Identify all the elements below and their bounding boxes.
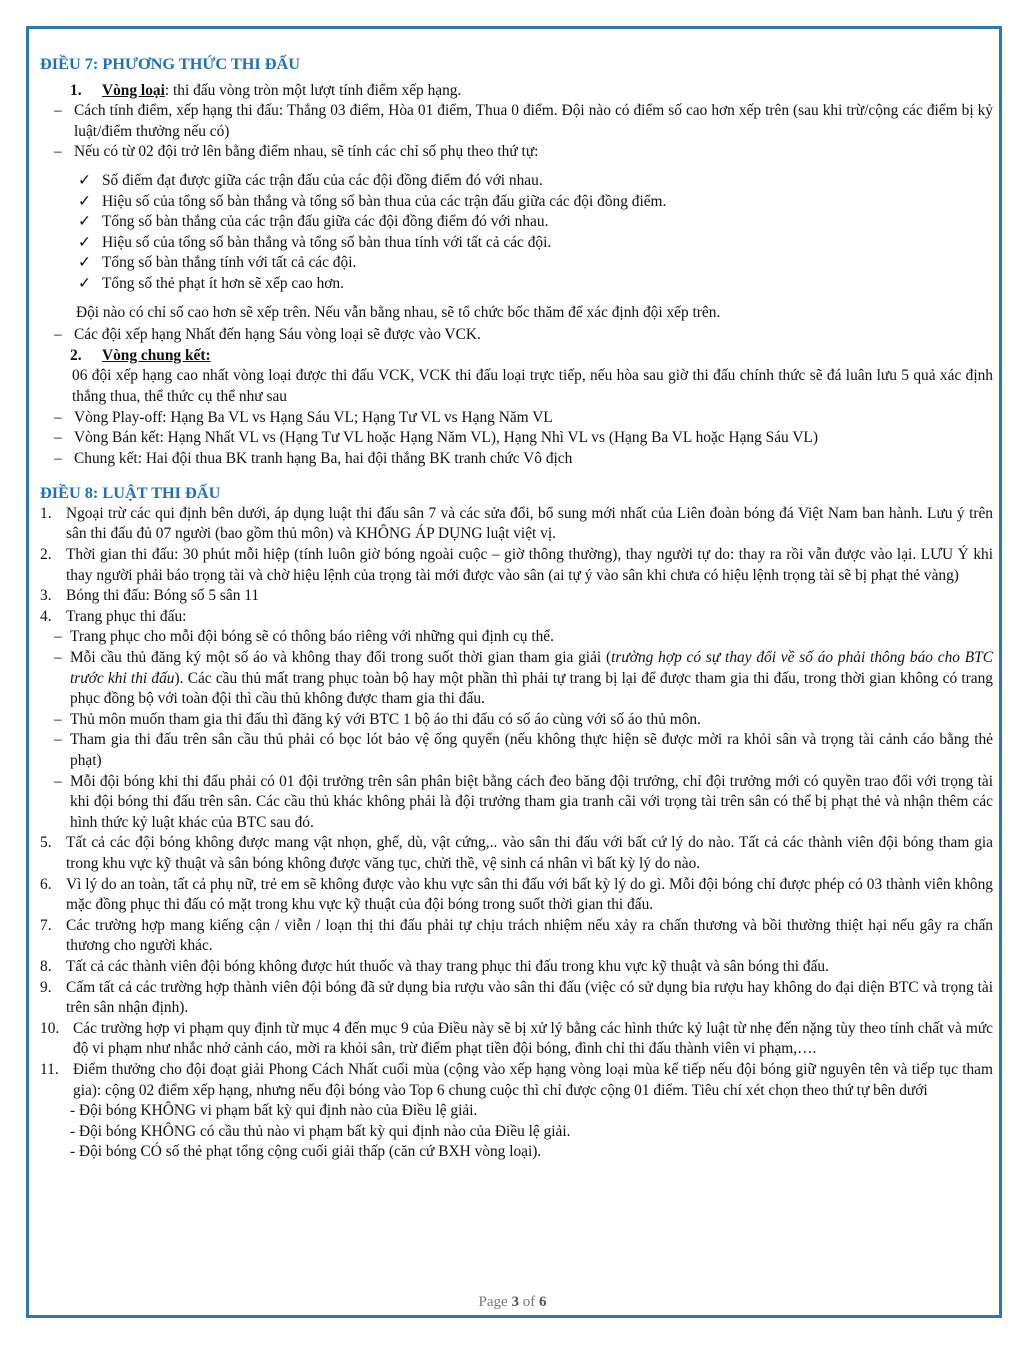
uniform-sub-item: – Thủ môn muốn tham gia thi đấu thì đăng ký với BTC 1 bộ áo thi đấu có số áo cùng với số áo thủ môn.	[54, 710, 701, 728]
criteria-item: - Đội bóng KHÔNG có cầu thủ nào vi phạm bất kỳ qui định nào của Điều lệ giải.	[70, 1122, 571, 1140]
rule-item: 7. Các trường hợp mang kiếng cận / viễn / loạn thị thi đấu phải tự chịu trách nhiệm nếu xảy ra chấn thương và bồi thường thiệt hại nếu gây ra chấn thương cho người khác.	[40, 916, 993, 955]
round-1-number: 1.	[70, 81, 82, 99]
dash-item: – Các đội xếp hạng Nhất đến hạng Sáu vòng loại sẽ được vào VCK.	[38, 325, 993, 346]
rule-item: 9. Cấm tất cả các trường hợp thành viên đội bóng đã sử dụng bia rượu vào sân thi đấu (việc có sử dụng bia rượu hay không do đại diện BTC và trọng tài trên sân nhận định).	[40, 978, 993, 1017]
dash-item: – Vòng Bán kết: Hạng Nhất VL vs (Hạng Tư VL hoặc Hạng Năm VL), Hạng Nhì VL vs (Hạng Ba VL hoặc Hạng Sáu VL)	[38, 428, 993, 449]
checkmark-icon: ✓	[78, 254, 91, 272]
list-item: ✓ Tổng số bàn thắng của các trận đấu giữa các đội đồng điểm đó với nhau.	[38, 212, 993, 233]
round-2-item: 2. Vòng chung kết:	[38, 346, 993, 367]
round-2-number: 2.	[70, 346, 82, 364]
tie-break-list	[38, 171, 993, 295]
list-item: ✓ Tổng số thẻ phạt ít hơn sẽ xếp cao hơn.	[38, 274, 993, 295]
article-8-heading: ĐIỀU 8: LUẬT THI ĐẤU	[40, 483, 221, 503]
scoring-rule: Cách tính điểm, xếp hạng thi đấu: Thắng 03 điểm, Hòa 01 điểm, Thua 0 điểm. Đội nào có điểm số cao hơn xếp trên (sau khi trừ/cộng các điểm bị kỷ luật/điểm thưởng nếu có)	[74, 102, 993, 140]
round-1-item	[38, 81, 993, 102]
italic-note: trường hợp có sự thay đổi về số áo phải thông báo cho BTC trước khi thi đấu	[70, 649, 993, 687]
round-1-label: Vòng loại	[102, 81, 165, 99]
rule-item: 2. Thời gian thi đấu: 30 phút mỗi hiệp (tính luôn giờ bóng ngoài cuộc – giờ thông thường), thay người tự do: thay ra rồi vẫn được vào lại. LƯU Ý khi thay người phải báo trọng tài và chờ hiệu lệnh của trọng tài mới được vào sân (ai tự ý vào sân khi chưa có hiệu lệnh trọng tài sẽ bị phạt thẻ vàng)	[40, 546, 993, 584]
checkmark-icon: ✓	[78, 274, 91, 292]
rule-item: 5. Tất cả các đội bóng không được mang vật nhọn, ghế, dù, vật cứng,.. vào sân thi đấu với bất cứ lý do nào. Tất cả các thành viên đội bóng tham gia trong khu vực kỹ thuật và sân bóng không được văng tục, chửi thề, vệ sinh cá nhân vì bất kỳ lý do nào.	[40, 834, 993, 872]
document-body	[38, 54, 993, 1163]
uniform-sub-item: – Tham gia thi đấu trên sân cầu thủ phải có bọc lót bảo vệ ống quyển (nếu không thực hiện sẽ được mời ra khỏi sân và trọng tài cảnh cáo bằng thẻ phạt)	[54, 731, 993, 769]
rule-item: 1. Ngoại trừ các qui định bên dưới, áp dụng luật thi đấu sân 7 và các sửa đổi, bổ sung mới nhất của Liên đoàn bóng đá Việt Nam ban hành. Lưu ý trên sân thi đấu đủ 07 người (bao gồm thủ môn) và KHÔNG ÁP DỤNG luật việt vị.	[40, 504, 993, 543]
page-number: Page 3 of 6	[478, 1294, 547, 1310]
uniform-sub-item: – Mỗi đội bóng khi thi đấu phải có 01 đội trưởng trên sân phân biệt bằng cách đeo băng đội trưởng, chỉ đội trưởng mới có quyền trao đổi với trọng tài khi đội bóng thi đấu trên sân. Các cầu thủ khác không phải là đội trưởng tham gia tranh cãi với trọng tài trên sân có thể bị phạt thẻ và nhận thêm các hình thức kỷ luật khác của BTC sau đó.	[54, 772, 993, 831]
list-item: ✓ Hiệu số của tổng số bàn thắng và tổng số bàn thua tính với tất cả các đội.	[38, 233, 993, 254]
rule-item: 11. Điểm thưởng cho đội đoạt giải Phong Cách Nhất cuối mùa (cộng vào xếp hạng vòng loại mùa kế tiếp nếu đội bóng giữ nguyên tên và tiếp tục tham gia): cộng 02 điểm xếp hạng, nhưng nếu đội bóng vào Top 6 chung cuộc thì chỉ được cộng 01 điểm. Tiêu chí xét chọn theo thứ tự bên dưới	[40, 1060, 993, 1099]
list-item: ✓ Hiệu số của tổng số bàn thắng và tổng số bàn thua của các trận đấu giữa các đội đồng điểm.	[38, 192, 993, 213]
article-7-heading: ĐIỀU 7: PHƯƠNG THỨC THI ĐẤU	[40, 54, 301, 73]
qualify-note: Các đội xếp hạng Nhất đến hạng Sáu vòng loại sẽ được vào VCK.	[74, 326, 481, 344]
criteria-item: - Đội bóng CÓ số thẻ phạt tổng cộng cuối giải thấp (căn cứ BXH vòng loại).	[70, 1143, 542, 1161]
tie-break-intro: Nếu có từ 02 đội trở lên bằng điểm nhau, sẽ tính các chỉ số phụ theo thứ tự:	[74, 143, 539, 161]
semifinal-round: Vòng Bán kết: Hạng Nhất VL vs (Hạng Tư VL hoặc Hạng Năm VL), Hạng Nhì VL vs (Hạng Ba VL hoặc Hạng Sáu VL)	[74, 429, 818, 447]
current-page: 3	[511, 1294, 519, 1310]
uniform-sub-item: – Mỗi cầu thủ đăng ký một số áo và không thay đổi trong suốt thời gian tham gia giải (trường hợp có sự thay đổi về số áo phải thông báo cho BTC trước khi thi đấu). Các cầu thủ mất trang phục toàn bộ hay một phần thì phải tự trang bị lại để được tham gia thi đấu, trong thời gian không có trang phục đồng bộ với toàn đội thì cầu thủ không được tham gia thi đấu.	[54, 649, 994, 708]
dash-item: – Chung kết: Hai đội thua BK tranh hạng Ba, hai đội thắng BK tranh chức Vô địch	[38, 449, 993, 470]
rule-item: 6. Vì lý do an toàn, tất cả phụ nữ, trẻ em sẽ không được vào khu vực sân thi đấu với bất kỳ lý do gì. Mỗi đội bóng chỉ được phép có 03 thành viên không mặc đồng phục thi đấu có mặt trong khu vực kỹ thuật của đội bóng trong suốt thời gian thi đấu.	[40, 875, 993, 914]
list-item: ✓ Tổng số bàn thắng tính với tất cả các đội.	[38, 253, 993, 274]
rule-item: 10. Các trường hợp vi phạm quy định từ mục 4 đến mục 9 của Điều này sẽ bị xử lý bằng các hình thức kỷ luật từ nhẹ đến nặng tùy theo tính chất và mức độ vi phạm như nhắc nhở cảnh cáo, mời ra khỏi sân, trừ điểm phạt tiền đội bóng, đình chỉ thi đấu thành viên vi phạm,….	[40, 1019, 993, 1058]
tie-note: Đội nào có chỉ số cao hơn sẽ xếp trên. Nếu vẫn bằng nhau, sẽ tổ chức bốc thăm để xác định đội xếp trên.	[76, 303, 721, 321]
final-description: 06 đội xếp hạng cao nhất vòng loại được thi đấu VCK, VCK thi đấu loại trực tiếp, nếu hòa sau giờ thi đấu chính thức sẽ đá luân lưu 5 quả xác định thắng thua, thể thức cụ thể như sau	[72, 367, 993, 405]
checkmark-icon: ✓	[78, 192, 91, 210]
rule-item: 4. Trang phục thi đấu:	[40, 607, 187, 625]
playoff-round: Vòng Play-off: Hạng Ba VL vs Hạng Sáu VL; Hạng Tư VL vs Hạng Năm VL	[74, 408, 553, 426]
checkmark-icon: ✓	[78, 213, 91, 231]
final-round: Chung kết: Hai đội thua BK tranh hạng Ba, hai đội thắng BK tranh chức Vô địch	[74, 449, 573, 467]
rule-item: 8. Tất cả các thành viên đội bóng không được hút thuốc và thay trang phục thi đấu trong khu vực kỹ thuật và sân bóng thi đấu.	[40, 957, 829, 975]
dash-item: – Cách tính điểm, xếp hạng thi đấu: Thắng 03 điểm, Hòa 01 điểm, Thua 0 điểm. Đội nào có điểm số cao hơn xếp trên (sau khi trừ/cộng các điểm bị kỷ luật/điểm thưởng nếu có)	[38, 101, 993, 142]
dash-item: – Nếu có từ 02 đội trở lên bằng điểm nhau, sẽ tính các chỉ số phụ theo thứ tự:	[38, 142, 993, 163]
list-item: ✓ Số điểm đạt được giữa các trận đấu của các đội đồng điểm đó với nhau.	[38, 171, 993, 192]
total-pages: 6	[538, 1294, 547, 1310]
rule-item: 3. Bóng thi đấu: Bóng số 5 sân 11	[40, 587, 260, 605]
round-1-text: : thi đấu vòng tròn một lượt tính điểm xếp hạng.	[164, 81, 462, 99]
checkmark-icon: ✓	[78, 171, 91, 189]
criteria-item: - Đội bóng KHÔNG vi phạm bất kỳ qui định nào của Điều lệ giải.	[70, 1102, 478, 1120]
dash-item: – Vòng Play-off: Hạng Ba VL vs Hạng Sáu VL; Hạng Tư VL vs Hạng Năm VL	[38, 408, 993, 429]
round-2-label: Vòng chung kết	[102, 346, 206, 364]
checkmark-icon: ✓	[78, 233, 91, 251]
uniform-sub-item: – Trang phục cho mỗi đội bóng sẽ có thông báo riêng với những qui định cụ thể.	[54, 628, 554, 646]
